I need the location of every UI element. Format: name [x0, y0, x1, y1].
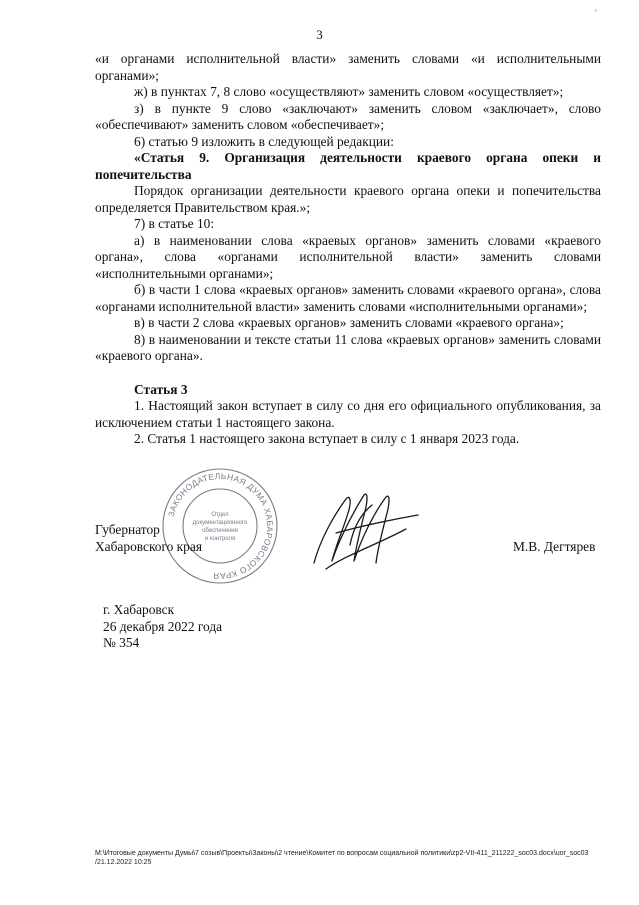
corner-mark: '	[595, 8, 597, 18]
paragraph: Порядок организации деятельности краевого органа опеки и попечительства определяется Правительством края.»;	[95, 183, 601, 215]
footer-line1: M:\Итоговые документы Думы\7 созыв\Проекты\Законы\2 чтение\Комитет по вопросам социальной политики\zp2-VII-411_211222_soc03.docx\uor_soc03	[95, 850, 589, 857]
law-number: № 354	[103, 635, 140, 650]
page-number: 3	[316, 27, 323, 42]
date: 26 декабря 2022 года	[103, 618, 223, 634]
paragraph: б) в части 1 слова «краевых органов» заменить словами «краевого органа», слова «органами исполнительной власти» заменить словами «исполнительными органами»;	[95, 282, 601, 314]
svg-text:ЗАКОНОДАТЕЛЬНАЯ ДУМА ХАБАРОВСК: ЗАКОНОДАТЕЛЬНАЯ ДУМА ХАБАРОВСКОГО КРАЯ	[165, 470, 276, 582]
signatory-title	[95, 522, 202, 555]
paragraph: 6) статью 9 изложить в следующей редакции:	[134, 133, 394, 149]
paragraph: 7) в статье 10:	[134, 216, 215, 231]
handwritten-signature	[306, 485, 426, 575]
paragraph: а) в наименовании слова «краевых органов» заменить словами «краевого органа», слова «органами исполнительной власти» заменить словами «исполнительными органами»;	[95, 232, 601, 281]
file-path-footer	[95, 849, 605, 867]
place-date-block	[103, 602, 222, 652]
paragraph: 8) в наименовании и тексте статьи 11 слова «краевых органов» заменить словами «краевого органа».	[95, 331, 601, 363]
article-3-heading: Статья 3	[134, 381, 188, 397]
signatory-name: М.В. Дегтярев	[513, 539, 596, 554]
city: г. Хабаровск	[103, 602, 175, 617]
spacer	[95, 365, 601, 382]
svg-text:документационного: документационного	[192, 520, 248, 526]
article-3-item: 2. Статья 1 настоящего закона вступает в силу с 1 января 2023 года.	[134, 431, 520, 446]
signatory-title-line2: Хабаровского края	[95, 538, 202, 554]
signatory-title-line1: Губернатор	[95, 522, 160, 537]
footer-line2: /21.12.2022 10:25	[95, 859, 152, 866]
paragraph: ж) в пунктах 7, 8 слово «осуществляют» заменить словом «осуществляет»;	[134, 84, 564, 99]
svg-text:обеспечения: обеспечения	[202, 528, 238, 534]
paragraph: з) в пункте 9 слово «заключают» заменить словом «заключает», слово «обеспечивают» заменить словом «обеспечивает»;	[95, 100, 601, 132]
paragraph: в) в части 2 слова «краевых органов» заменить словами «краевого органа»;	[134, 315, 564, 330]
document-body	[95, 51, 601, 448]
paragraph: «и органами исполнительной власти» заменить словами «и исполнительными органами»;	[95, 51, 601, 83]
article-9-heading: «Статья 9. Организация деятельности краевого органа опеки и попечительства	[95, 150, 601, 182]
article-3-item: 1. Настоящий закон вступает в силу со дня его официального опубликования, за исключением статьи 1 настоящего закона.	[95, 398, 601, 430]
svg-text:Отдел: Отдел	[211, 512, 229, 518]
svg-text:и контроля: и контроля	[204, 536, 236, 542]
